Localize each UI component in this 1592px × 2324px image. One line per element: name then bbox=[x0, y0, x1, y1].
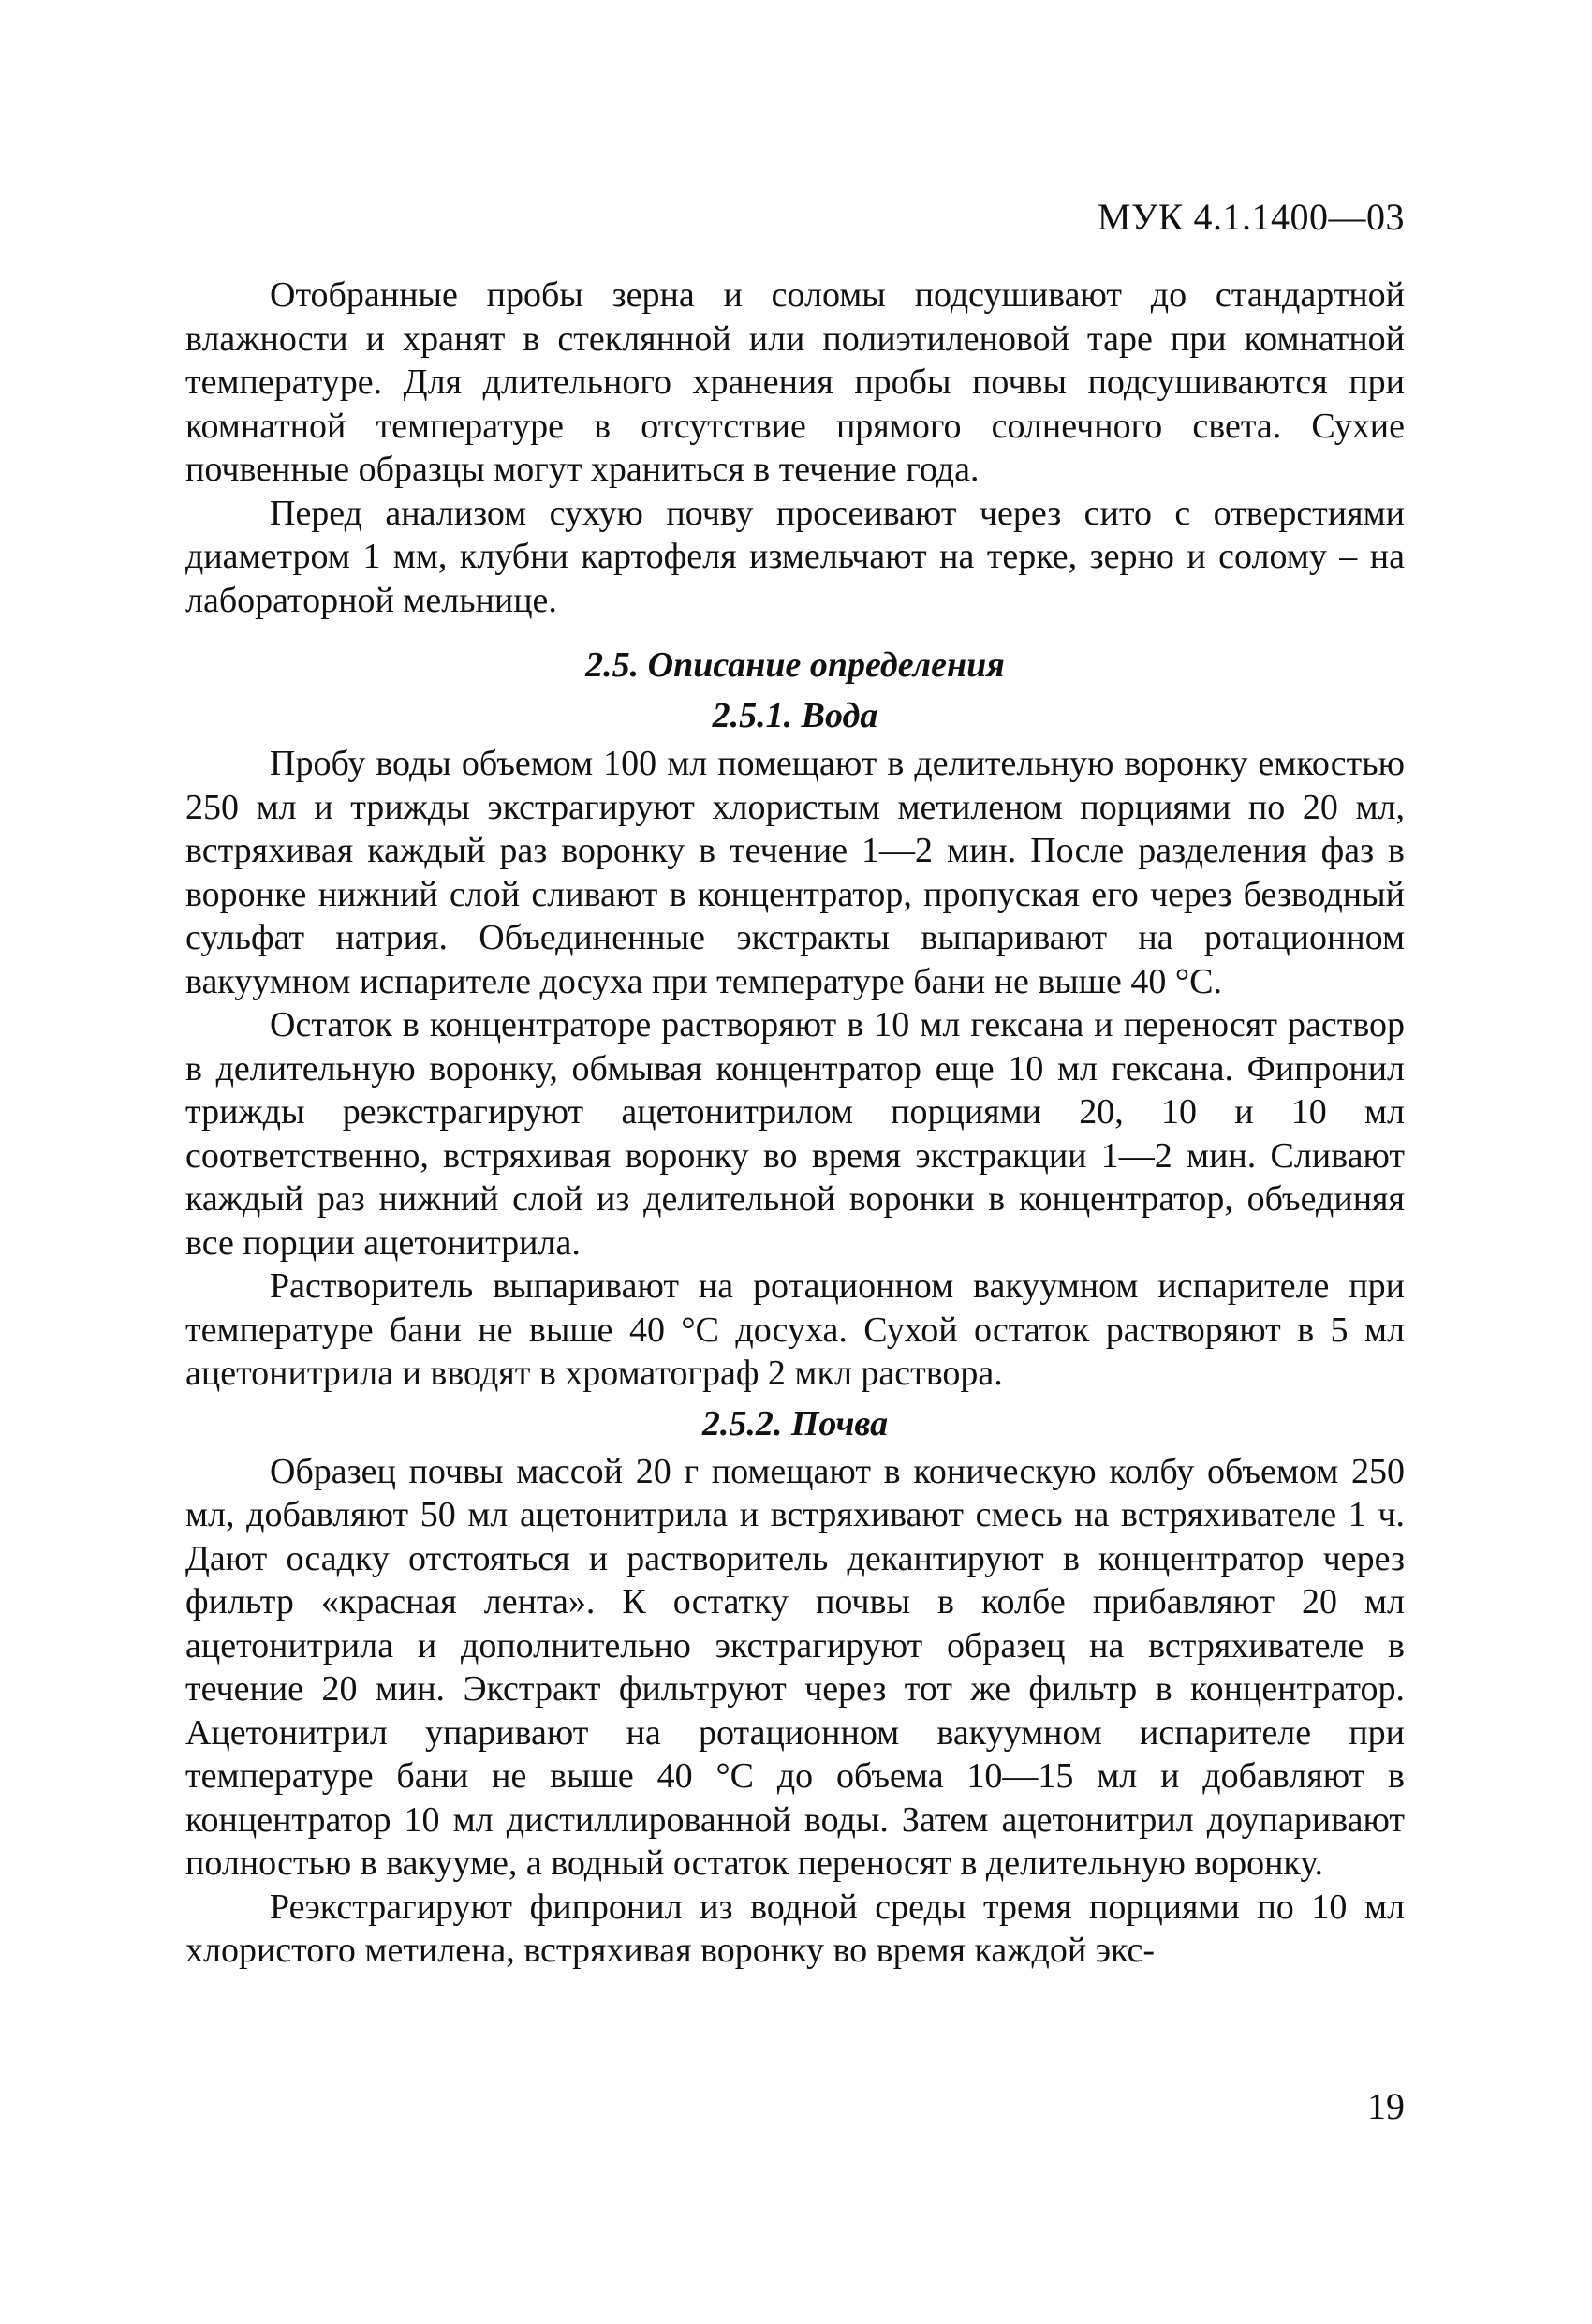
paragraph-water-reextraction: Остаток в концентраторе растворяют в 10 мл гексана и переносят раствор в делительную воронку, обмывая концентратор еще 10 мл гексана. Фипронил трижды реэкстрагируют ацетонитрилом порциями 20, 10 и 10 мл соответственно, встряхивая воронку во время экстракции 1—2 мин. Сливают каждый раз нижний слой из делительной воронки в концентратор, объединяя все порции ацетонитрила. bbox=[185, 1005, 1405, 1263]
page-body bbox=[185, 274, 1405, 1973]
paragraph-soil-reextraction: Реэкстрагируют фипронил из водной среды тремя порциями по 10 мл хлористого метилена, встряхивая воронку во время каждой экс- bbox=[185, 1887, 1405, 1970]
paragraph-soil-extraction: Образец почвы массой 20 г помещают в коническую колбу объемом 250 мл, добавляют 50 мл ацетонитрила и встряхивают смесь на встряхивателе 1 ч. Дают осадку отстояться и растворитель декантируют в концентратор через фильтр «красная лента». К остатку почвы в колбе прибавляют 20 мл ацетонитрила и дополнительно экстрагируют образец на встряхивателе в течение 20 мин. Экстракт фильтруют через тот же фильтр в концентратор. Ацетонитрил упаривают на ротационном вакуумном испарителе при температуре бани не выше 40 °С до объема 10—15 мл и добавляют в концентратор 10 мл дистиллированной воды. Затем ацетонитрил доупаривают полностью в вакууме, а водный остаток переносят в делительную воронку. bbox=[185, 1451, 1405, 1883]
paragraph-water-evaporation: Растворитель выпаривают на ротационном вакуумном испарителе при температуре бани не выше 40 °С досуха. Сухой остаток растворяют в 5 мл ацетонитрила и вводят в хроматограф 2 мкл раствора. bbox=[185, 1266, 1405, 1393]
paragraph-sample-storage: Отобранные пробы зерна и соломы подсушивают до стандартной влажности и хранят в стеклянной или полиэтиленовой таре при комнатной температуре. Для длительного хранения пробы почвы подсушиваются при комнатной температуре в отсутствие прямого солнечного света. Сухие почвенные образцы могут храниться в течение года. bbox=[185, 275, 1405, 489]
page-number: 19 bbox=[1367, 2085, 1405, 2127]
section-heading: 2.5. Описание определения bbox=[585, 645, 1005, 685]
paragraph-sample-preparation: Перед анализом сухую почву просеивают через сито с отверстиями диаметром 1 мм, клубни картофеля измельчают на терке, зерно и солому – на лабораторной мельнице. bbox=[185, 493, 1405, 620]
subsection-heading-soil: 2.5.2. Почва bbox=[701, 1403, 889, 1443]
document-code: МУК 4.1.1400—03 bbox=[1097, 196, 1405, 238]
paragraph-water-extraction: Пробу воды объемом 100 мл помещают в делительную воронку емкостью 250 мл и трижды экстрагируют хлористым метиленом порциями по 20 мл, встряхивая каждый раз воронку в течение 1—2 мин. После разделения фаз в воронке нижний слой сливают в концентратор, пропуская его через безводный сульфат натрия. Объединенные экстракты выпаривают на ротационном вакуумном испарителе досуха при температуре бани не выше 40 °С. bbox=[185, 744, 1405, 1001]
subsection-heading-water: 2.5.1. Вода bbox=[712, 696, 878, 735]
